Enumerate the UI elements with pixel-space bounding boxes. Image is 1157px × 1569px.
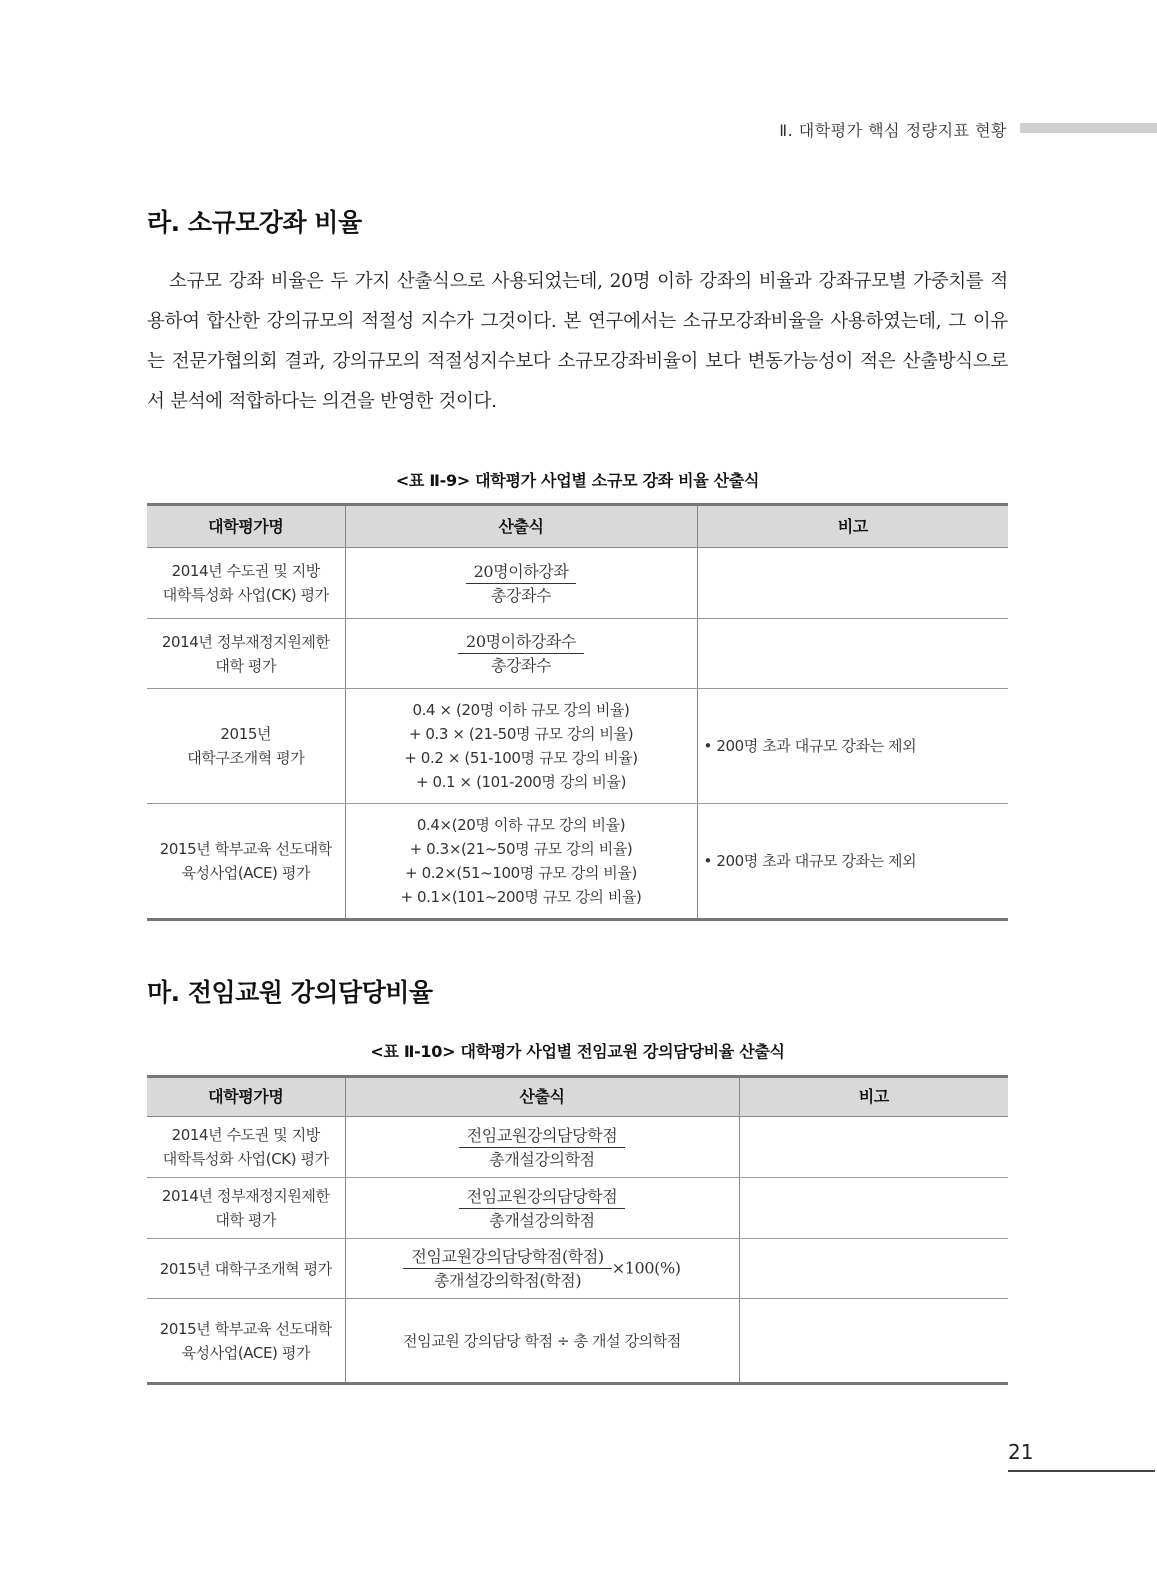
column-header: 산출식 xyxy=(345,505,697,548)
page-number-rule xyxy=(1008,1470,1155,1472)
evaluation-name: 대학 평가 xyxy=(215,1211,277,1229)
evaluation-name: 대학특성화 사업(CK) 평가 xyxy=(162,1150,329,1168)
table-row xyxy=(147,1117,1008,1178)
denominator: 총강좌수 xyxy=(490,656,552,675)
body-paragraph: 소규모 강좌 비율은 두 가지 산출식으로 사용되었는데, 20명 이하 강좌의 비율과 강좌규모별 가중치를 적용하여 합산한 강의규모의 적절성 지수가 그것이다. 본 연구에서는 소규모강좌비율을 사용하였는데, 그 이유는 전문가협의회 결과, 강의규모의 적절성지수보다 소규모강좌비율이 보다 변동가능성이 적은 산출방식으로서 분석에 적합하다는 의견을 반영한 것이다. xyxy=(147,271,1008,412)
evaluation-name: 2014년 정부재정지원제한 xyxy=(161,1187,330,1205)
table-caption-ii-9: <표 Ⅱ-9> 대학평가 사업별 소규모 강좌 비율 산출식 xyxy=(395,471,760,490)
table-row xyxy=(147,619,1008,689)
formula-line: + 0.3 × (21-50명 규모 강의 비율) xyxy=(408,725,634,743)
note xyxy=(739,1178,1008,1239)
numerator: 전임교원강의담당학점 xyxy=(459,1124,626,1148)
evaluation-name: 2014년 수도권 및 지방 xyxy=(171,1126,320,1144)
column-header: 대학평가명 xyxy=(147,505,345,548)
evaluation-name: 2015년 대학구조개혁 평가 xyxy=(159,1259,332,1278)
note xyxy=(697,619,1008,689)
page-number: 21 xyxy=(1008,1440,1034,1464)
evaluation-name: 2015년 xyxy=(220,725,272,743)
evaluation-name: 2014년 수도권 및 지방 xyxy=(171,562,320,580)
numerator: 20명이하강좌 xyxy=(466,560,577,584)
denominator: 총개설강의학점(학점) xyxy=(433,1271,582,1290)
column-header: 비고 xyxy=(697,505,1008,548)
formula-fraction xyxy=(458,630,584,677)
table-row xyxy=(147,804,1008,920)
denominator: 총강좌수 xyxy=(490,585,552,605)
note xyxy=(697,548,1008,619)
evaluation-name: 대학특성화 사업(CK) 평가 xyxy=(162,586,329,604)
note: • 200명 초과 대규모 강좌는 제외 xyxy=(697,689,1008,804)
table-row xyxy=(147,548,1008,619)
formula-fraction xyxy=(403,1245,611,1292)
column-header: 대학평가명 xyxy=(147,1077,345,1117)
formula-line: + 0.1×(101~200명 규모 강의 비율) xyxy=(400,888,642,906)
evaluation-name: 2015년 학부교육 선도대학 xyxy=(159,1319,332,1338)
table-row xyxy=(147,1178,1008,1239)
column-header: 산출식 xyxy=(345,1077,739,1117)
note: • 200명 초과 대규모 강좌는 제외 xyxy=(697,804,1008,920)
evaluation-name: 대학 평가 xyxy=(215,656,277,675)
table-ii-10 xyxy=(147,1075,1008,1385)
section-heading-faculty-ratio: 마. 전임교원 강의담당비율 xyxy=(147,978,433,1007)
formula-line: + 0.1 × (101-200명 강의 비율) xyxy=(415,773,627,791)
formula-line: + 0.3×(21~50명 규모 강의 비율) xyxy=(409,840,633,858)
note xyxy=(739,1117,1008,1178)
note xyxy=(739,1299,1008,1384)
multiplier: ×100(%) xyxy=(611,1258,681,1278)
evaluation-name: 육성사업(ACE) 평가 xyxy=(181,864,311,882)
table-ii-9 xyxy=(147,503,1008,921)
note xyxy=(739,1239,1008,1299)
denominator: 총개설강의학점 xyxy=(489,1149,595,1169)
running-header: Ⅱ. 대학평가 핵심 정량지표 현황 xyxy=(779,121,1007,140)
table-caption-ii-10: <표 Ⅱ-10> 대학평가 사업별 전임교원 강의담당비율 산출식 xyxy=(370,1042,785,1061)
evaluation-name: 2015년 학부교육 선도대학 xyxy=(159,840,332,858)
evaluation-name: 대학구조개혁 평가 xyxy=(187,749,305,767)
evaluation-name: 2014년 정부재정지원제한 xyxy=(161,632,330,651)
formula-fraction xyxy=(459,1185,626,1232)
table-row xyxy=(147,1239,1008,1299)
formula-text: 전임교원 강의담당 학점 ÷ 총 개설 강의학점 xyxy=(345,1299,739,1384)
table-row xyxy=(147,689,1008,804)
numerator: 전임교원강의담당학점 xyxy=(459,1185,626,1209)
numerator: 20명이하강좌수 xyxy=(458,630,584,654)
formula-fraction xyxy=(459,1124,626,1171)
table-row xyxy=(147,1299,1008,1384)
formula-line: 0.4 × (20명 이하 규모 강의 비율) xyxy=(412,701,630,719)
denominator: 총개설강의학점 xyxy=(489,1210,595,1230)
formula-line: 0.4×(20명 이하 규모 강의 비율) xyxy=(416,816,626,834)
formula-line: + 0.2×(51~100명 규모 강의 비율) xyxy=(405,864,637,882)
evaluation-name: 육성사업(ACE) 평가 xyxy=(181,1343,311,1362)
header-bar xyxy=(1020,123,1157,133)
column-header: 비고 xyxy=(739,1077,1008,1117)
formula-fraction xyxy=(466,560,577,607)
formula-line: + 0.2 × (51-100명 규모 강의 비율) xyxy=(404,749,638,767)
numerator: 전임교원강의담당학점(학점) xyxy=(403,1245,611,1269)
section-heading-small-class: 라. 소규모강좌 비율 xyxy=(147,208,362,237)
